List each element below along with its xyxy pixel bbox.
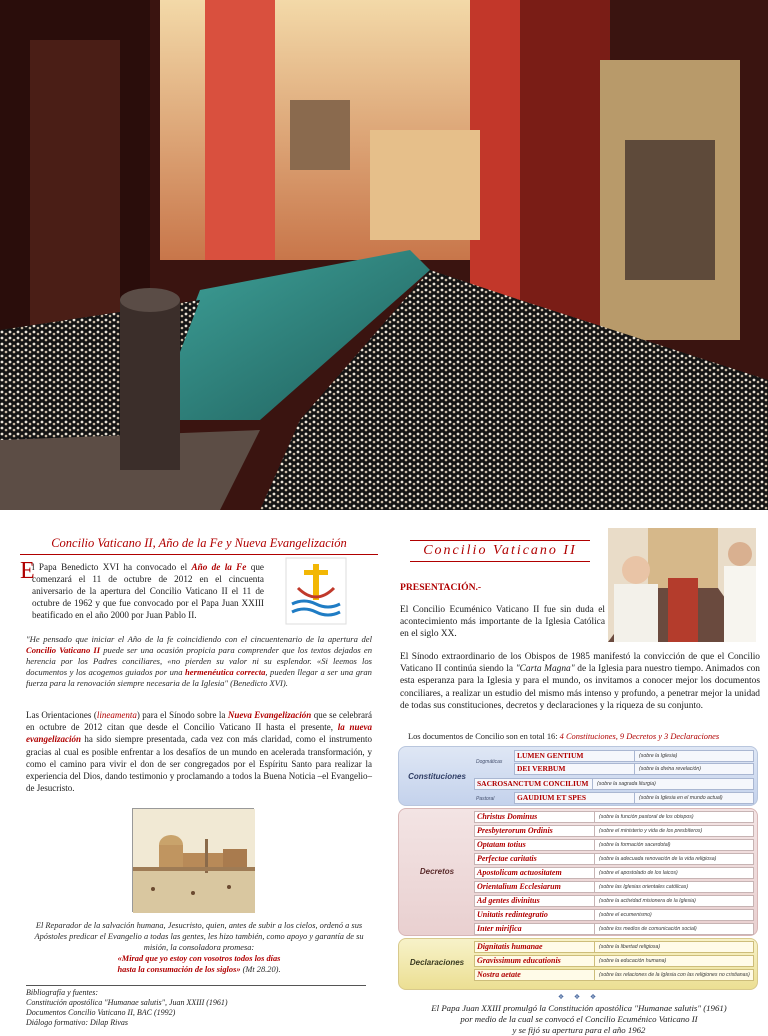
constituciones-label: Constituciones xyxy=(408,772,466,781)
caption-reference: (Mt 28.20). xyxy=(240,965,281,974)
table-row xyxy=(514,792,754,804)
document-desc: (sobre el ministerio y vida de los presbíteros) xyxy=(599,828,703,834)
table-row xyxy=(474,909,754,921)
p2-italic: "Carta Magna" xyxy=(515,664,575,675)
presentation-paragraph-2 xyxy=(400,651,760,712)
table-row xyxy=(474,811,754,823)
document-desc: (sobre los medios de comunicación social) xyxy=(599,926,697,932)
intro-text-a: l Papa Benedicto XVI ha convocado el xyxy=(32,562,192,572)
declaraciones-label: Declaraciones xyxy=(409,958,465,967)
para-text-d: ha sido siempre presentada, cada vez con más claridad, como el instrumento gracias al cual es posible enfrentar a los desafíos de un mundo en acelerada transformación, y como el camino para vivir el don de ser congregados por el Espíritu Santo para realizar la experiencia del Dios, dando testimonio y proclamando a todos la Buena Noticia –el Evangelio– de Jesucristo. xyxy=(26,734,372,794)
document-desc: (sobre la función pastoral de los obispos) xyxy=(599,814,694,820)
docs-text: Los documentos de Concilio son en total 16: xyxy=(408,732,560,741)
document-name: Orientalium Ecclesiarum xyxy=(475,882,595,892)
document-name: Optatam totius xyxy=(475,840,595,850)
quote-text-b: puede ser una ocasión propicia para comprender que los textos dejados en herencia por los Padres conciliares, «no pierden su valor ni su esplendor. «Si leemos los documentos y los acogemos guiados por una xyxy=(26,645,372,677)
table-row xyxy=(474,825,754,837)
document-desc: (sobre la formación sacerdotal) xyxy=(599,842,671,848)
closing-note xyxy=(398,992,760,1036)
caption-highlight-a: «Mirad que yo estoy con vosotros todos los días xyxy=(117,954,281,963)
benedict-quote xyxy=(26,634,372,689)
quote-text-c: , pueden llegar a ser una gran fuerza para la renovación siempre necesaria de la Iglesia" (Benedicto XVI). xyxy=(26,667,372,688)
dogmaticas-label: Dogmáticas xyxy=(476,759,503,765)
p2-text-a: El Sínodo extraordinario de los Obispos de 1985 manifestó la convicción de que el Concilio Vaticano II continúa siendo la xyxy=(400,652,760,675)
table-row xyxy=(514,763,754,775)
document-name: Christus Dominus xyxy=(475,812,595,822)
table-row xyxy=(474,969,754,981)
decretos-label: Decretos xyxy=(419,867,455,876)
p2-text-b: de la Iglesia para nuestro tiempo. Animados con esta esperanza para la Iglesia y para el mundo, os invitamos a conocer mejor los documentos conciliares, a realizar un estudio del mismo más intenso y profundo, a penetrar mejor la unidad de todas sus constituciones, decretos y declaraciones y la riqueza de su conjunto. xyxy=(400,664,760,711)
presentation-heading: PRESENTACIÓN.- xyxy=(400,582,482,593)
document-name: Dignitatis humanae xyxy=(475,942,595,952)
caption-highlight-b: hasta la consumación de los siglos» xyxy=(117,965,241,974)
lineamenta-paragraph xyxy=(26,709,372,794)
biblio-item: Constitución apostólica "Humanae salutis", Juan XXIII (1961) xyxy=(26,998,228,1007)
table-row xyxy=(474,881,754,893)
table-row xyxy=(514,750,754,762)
document-desc: (sobre la sagrada liturgia) xyxy=(597,781,656,787)
reparador-caption xyxy=(24,920,374,975)
para-italic: lineamenta xyxy=(96,710,137,720)
document-desc: (sobre el apostolado de los laicos) xyxy=(599,870,678,876)
presentation-paragraph-1: El Concilio Ecuménico Vaticano II fue sin duda el acontecimiento más importante de la Iglesia Católica en el siglo XX. xyxy=(400,605,605,640)
document-name: Inter mirifica xyxy=(475,924,595,934)
biblio-item: Documentos Concilio Vaticano II, BAC (1992) xyxy=(26,1008,176,1017)
drop-cap: E xyxy=(20,558,35,584)
para-highlight-a: Nueva Evangelización xyxy=(227,710,312,720)
year-of-faith-logo xyxy=(286,558,346,624)
table-row xyxy=(474,955,754,967)
document-name: Ad gentes divinitus xyxy=(475,896,595,906)
intro-text-b: que comenzará el 11 de octubre de 2012 en el cincuenta aniversario de la apertura del Concilio Vaticano II el 11 de octubre de 1962 y que fue convocado por el Papa Juan XXIII beatificado en el año 2000 por Juan Pablo II. xyxy=(32,562,264,620)
document-desc: (sobre la educación humana) xyxy=(599,958,667,964)
documents-summary xyxy=(408,732,764,741)
closing-line-1: El Papa Juan XXIII promulgó la Constitución apostólica "Humanae salutis" (1961) xyxy=(431,1003,727,1013)
st-peters-square-painting xyxy=(132,808,254,912)
hero-photo-council-basilica xyxy=(0,0,768,510)
table-row xyxy=(474,853,754,865)
bibliography xyxy=(26,985,366,1028)
docs-highlight: 4 Constituciones, 9 Decretos y 3 Declaraciones xyxy=(559,732,720,741)
document-desc: (sobre las Iglesias orientales católicas) xyxy=(599,884,689,890)
document-desc: (sobre la actividad misionera de la Iglesia) xyxy=(599,898,696,904)
document-name: LUMEN GENTIUM xyxy=(515,751,635,761)
document-desc: (sobre la libertad religiosa) xyxy=(599,944,661,950)
caption-text: El Reparador de la salvación humana, Jesucristo, quien, antes de subir a los cielos, ordenó a sus Apóstoles predicar el Evangelio a todas las gentes, les hizo también, como apoyo y garantía de su misión, la consoladora promesa: xyxy=(34,921,364,952)
document-name: GAUDIUM ET SPES xyxy=(515,793,635,803)
document-desc: (sobre la divina revelación) xyxy=(639,766,701,772)
table-row xyxy=(474,867,754,879)
para-text-a: Las Orientaciones ( xyxy=(26,710,97,720)
ornament-stars: ❖ ❖ ❖ xyxy=(557,993,601,1001)
document-desc: (sobre la adecuada renovación de la vida religiosa) xyxy=(599,856,717,862)
document-name: Presbyterorum Ordinis xyxy=(475,826,595,836)
closing-line-2: por medio de la cual se convocó el Concilio Ecuménico Vaticano II xyxy=(460,1014,698,1024)
table-row xyxy=(474,895,754,907)
document-desc: (sobre la Iglesia en el mundo actual) xyxy=(639,795,723,801)
document-desc: (sobre el ecumenismo) xyxy=(599,912,652,918)
table-row xyxy=(474,941,754,953)
table-row xyxy=(474,923,754,935)
para-text-c: que se celebrará en octubre de 2012 citan que desde el Concilio Vaticano II hasta el presente, xyxy=(26,710,372,733)
popes-council-photo xyxy=(608,528,756,642)
document-name: Nostra aetate xyxy=(475,970,595,980)
table-row xyxy=(474,778,754,790)
document-name: DEI VERBUM xyxy=(515,764,635,774)
quote-highlight-b: hermenéutica correcta xyxy=(185,667,266,677)
para-text-b: ) para el Sínodo sobre la xyxy=(136,710,228,720)
para-highlight-b: la nueva evangelización xyxy=(26,722,372,745)
biblio-item: Diálogo formativo: Dilap Rivas xyxy=(26,1018,128,1027)
document-desc: (sobre las relaciones de la Iglesia con las religiones no cristianas) xyxy=(599,972,750,978)
intro-highlight: Año de la Fe xyxy=(191,562,247,572)
quote-highlight-a: Concilio Vaticano II xyxy=(26,645,101,655)
document-desc: (sobre la Iglesia) xyxy=(639,753,678,759)
closing-line-3: y se fijó su apertura para el año 1962 xyxy=(512,1025,646,1035)
document-name: Perfectae caritatis xyxy=(475,854,595,864)
document-name: SACROSANCTUM CONCILIUM xyxy=(475,779,593,789)
document-name: Gravissimum educationis xyxy=(475,956,595,966)
pastoral-label: Pastoral xyxy=(476,796,495,802)
left-section-title: Concilio Vaticano II, Año de la Fe y Nueva Evangelización xyxy=(20,536,378,555)
intro-paragraph xyxy=(32,561,264,621)
biblio-heading: Bibliografía y fuentes: xyxy=(26,988,98,997)
table-row xyxy=(474,839,754,851)
document-name: Apostolicam actuositatem xyxy=(475,868,595,878)
right-section-title: Concilio Vaticano II xyxy=(410,540,590,562)
document-name: Unitatis redintegratio xyxy=(475,910,595,920)
quote-text-a: "He pensado que iniciar el Año de la fe coincidiendo con el cincuentenario de la apertura del xyxy=(26,634,372,644)
